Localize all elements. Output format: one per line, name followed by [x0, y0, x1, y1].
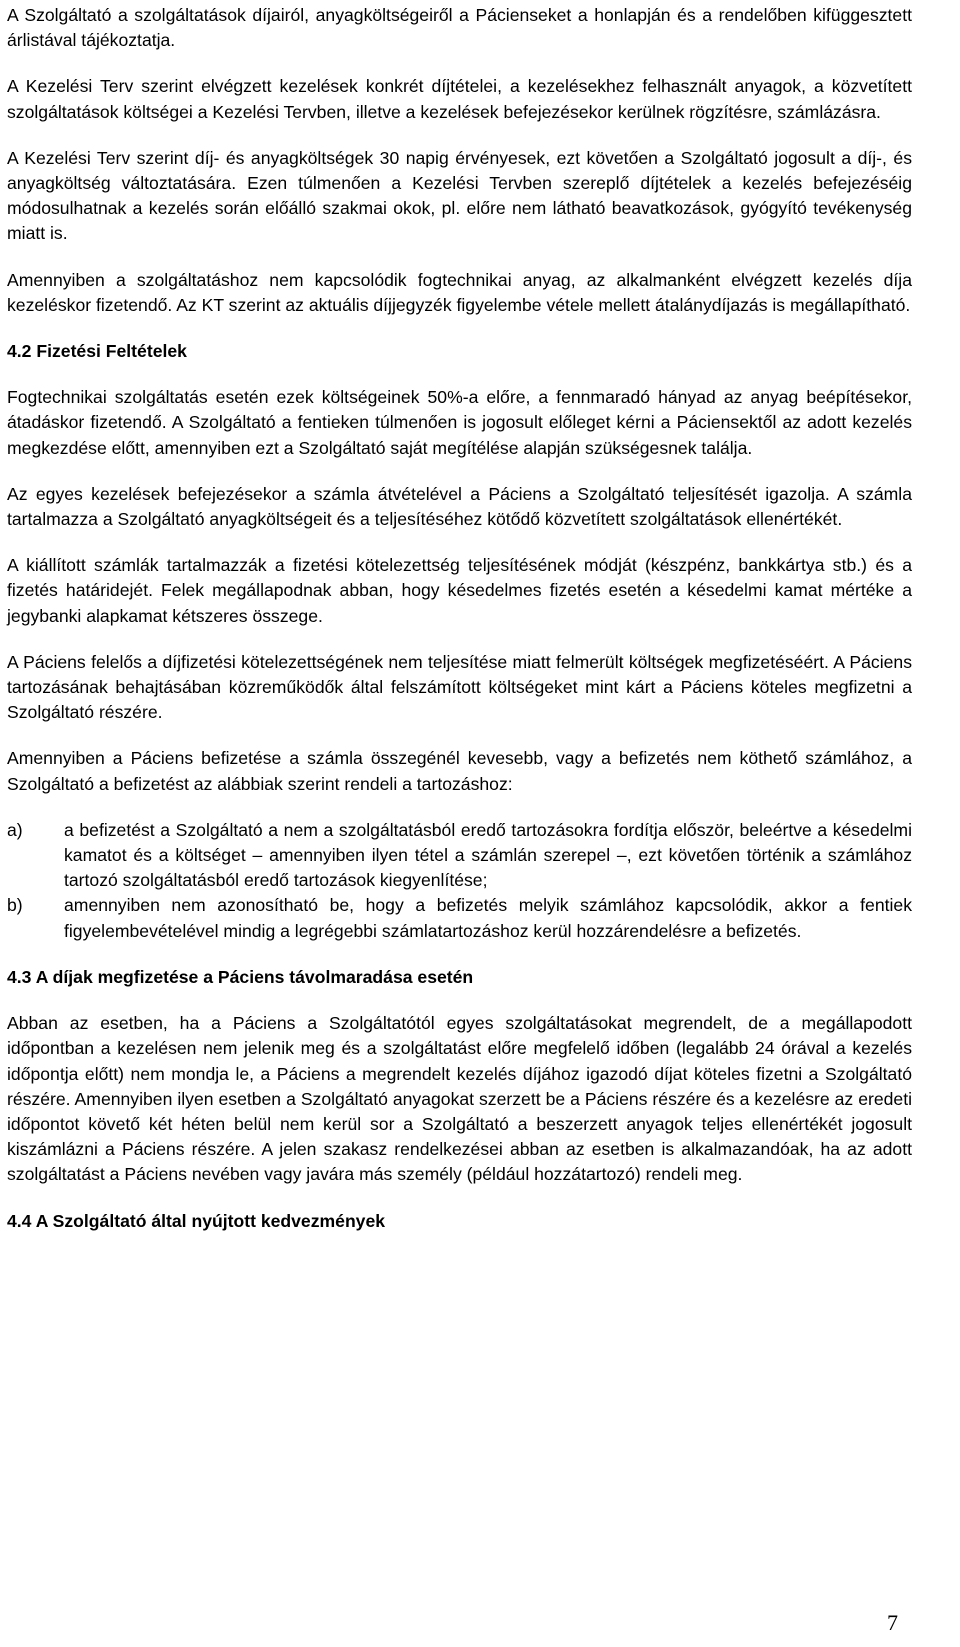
list-marker: a): [7, 819, 23, 840]
paragraph-validity: A Kezelési Terv szerint díj- és anyagköltségek 30 napig érvényesek, ezt követően a Szolgáltató jogosult a díj-, és anyagköltség változtatására. Ezen túlmenően a Kezelési Tervben szereplő díjtételek a kezelés befejezéséig módosulhatnak a kezelés során előálló szakmai okok, pl. előre nem látható beavatkozások, gyógyító tevékenység miatt is.: [7, 147, 912, 244]
paragraph-partial-payment: Amennyiben a Páciens befizetése a számla összegénél kevesebb, vagy a befizetés nem köthető számlához, a Szolgáltató a befizetést az alábbiak szerint rendeli a tartozáshoz:: [7, 748, 912, 794]
page-number: 7: [887, 1610, 898, 1635]
paragraph-dental-technical: Fogtechnikai szolgáltatás esetén ezek költségeinek 50%-a előre, a fennmaradó hányad az anyag beépítésekor, átadáskor fizetendő. A Szolgáltató a fentieken túlmenően is jogosult előleget kérni a Páciensektől az adott kezelés megkezdése előtt, amennyiben ezt a Szolgáltató saját megítélése alapján szükségesnek találja.: [7, 387, 912, 458]
paragraph-treatment-plan-items: A Kezelési Terv szerint elvégzett kezelések konkrét díjtételei, a kezelésekhez felhasznált anyagok, a közvetített szolgáltatások költségei a Kezelési Tervben, illetve a kezelések befejezésekor kerülnek rögzítésre, számlázásra.: [7, 76, 912, 122]
list-marker: b): [7, 895, 23, 916]
list-item: [7, 818, 912, 894]
list-item: [7, 893, 912, 943]
paragraph-price-info: A Szolgáltató a szolgáltatások díjairól, anyagköltségeiről a Pácienseket a honlapján és a rendelőben kifüggesztett árlistával tájékoztatja.: [7, 5, 912, 51]
paragraph-payment-per-treatment: Amennyiben a szolgáltatáshoz nem kapcsolódik fogtechnikai anyag, az alkalmanként elvégzett kezelés díja kezeléskor fizetendő. Az KT szerint az aktuális díjjegyzék figyelembe vétele mellett átalánydíjazás is megállapítható.: [7, 269, 912, 315]
section-heading-4-4: 4.4 A Szolgáltató által nyújtott kedvezmények: [7, 1210, 386, 1231]
section-heading-4-3: 4.3 A díjak megfizetése a Páciens távolmaradása esetén: [7, 966, 474, 987]
paragraph-invoice-contents: A kiállított számlák tartalmazzák a fizetési kötelezettség teljesítésének módját (készpénz, bankkártya stb.) és a fizetés határidejét. Felek megállapodnak abban, hogy késedelmes fizetés esetén a késedelmi kamat mértéke a jegybanki alapkamat kétszeres összege.: [7, 555, 912, 626]
section-heading-4-2: 4.2 Fizetési Feltételek: [7, 341, 187, 362]
list-item-text: a befizetést a Szolgáltató a nem a szolgáltatásból eredő tartozásokra fordítja először, beleértve a késedelmi kamatot és a költséget – amennyiben ilyen tétel a számlán szerepel –, ezt követően történik a számlához tartozó szolgáltatásból eredő tartozások kiegyenlítése;: [64, 819, 912, 891]
paragraph-patient-liability: A Páciens felelős a díjfizetési kötelezettségének nem teljesítése miatt felmerült költségek megfizetéséért. A Páciens tartozásának behajtásában közreműködők által felszámított költségeket mint kárt a Páciens köteles megfizetni a Szolgáltató részére.: [7, 651, 912, 723]
allocation-list: [7, 818, 912, 944]
paragraph-absence: Abban az esetben, ha a Páciens a Szolgáltatótól egyes szolgáltatásokat megrendelt, de a megállapodott időpontban a kezelésen nem jelenik meg és a szolgáltatást előre megfelelő időben (legalább 24 órával a kezelés időpontja előtt) nem mondja le, a Páciens a megrendelt kezelés díjához igazodó díjat köteles fizetni a Szolgáltató részére. Amennyiben ilyen esetben a Szolgáltató anyagokat szerzett be a Páciens részére és a kezelésre az eredeti időpontot követő két héten belül nem kerül sor a Szolgáltató a beszerzett anyagok teljes ellenértékét jogosult kiszámlázni a Páciens részére. A jelen szakasz rendelkezései abban az esetben is alkalmazandóak, ha az adott szolgáltatást a Páciens nevében vagy javára más személy (például hozzátartozó) rendeli meg.: [7, 1013, 912, 1185]
paragraph-invoice-acceptance: Az egyes kezelések befejezésekor a számla átvételével a Páciens a Szolgáltató teljesítését igazolja. A számla tartalmazza a Szolgáltató anyagköltségeit és a teljesítéséhez kötődő közvetített szolgáltatások ellenértékét.: [7, 483, 912, 530]
list-item-text: amennyiben nem azonosítható be, hogy a befizetés melyik számlához kapcsolódik, akkor a fentiek figyelembevételével mindig a legrégebbi számlatartozáshoz kerül hozzárendelésre a befizetés.: [64, 895, 912, 941]
document-page: [7, 3, 912, 1234]
